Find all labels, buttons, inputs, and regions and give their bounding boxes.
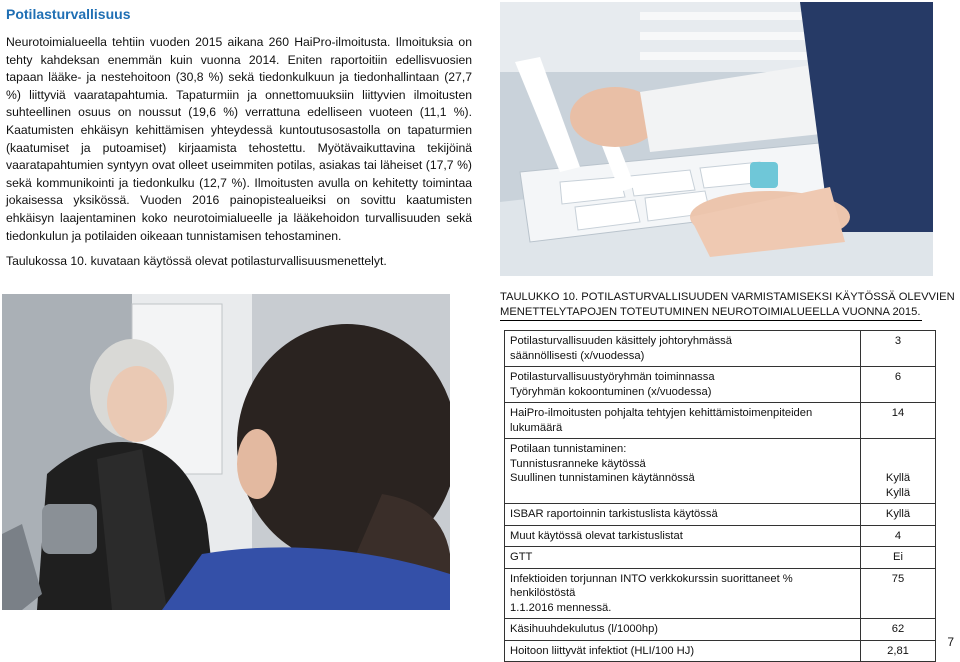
table-cell-value: Kyllä (861, 504, 936, 526)
table-cell-label: Muut käytössä olevat tarkistuslistat (505, 525, 861, 547)
table-cell-value: 2,81 (861, 640, 936, 662)
table-cell-label: Hoitoon liittyvät infektiot (HLI/100 HJ) (505, 640, 861, 662)
table-caption (500, 290, 958, 321)
table-cell-value: 3 (861, 331, 936, 367)
table-cell-label: GTT (505, 547, 861, 569)
table-row (505, 568, 936, 619)
table-cell-label: Potilasturvallisuustyöryhmän toiminnassa Työryhmän kokoontuminen (x/vuodessa) (505, 367, 861, 403)
table-cell-label: ISBAR raportoinnin tarkistuslista käytössä (505, 504, 861, 526)
body-text (6, 34, 472, 271)
table-row (505, 331, 936, 367)
table-cell-value: Ei (861, 547, 936, 569)
table-row (505, 439, 936, 504)
photo-medication-sorting (500, 2, 933, 276)
table-caption-line-1: TAULUKKO 10. POTILASTURVALLISUUDEN VARMISTAMISEKSI KÄYTÖSSÄ OLEVVIEN (500, 291, 955, 303)
table-cell-label: Potilaan tunnistaminen: Tunnistusranneke käytössä Suullinen tunnistaminen käytännössä (505, 439, 861, 504)
table-cell-label: HaiPro-ilmoitusten pohjalta tehtyjen kehittämistoimenpiteiden lukumäärä (505, 403, 861, 439)
page-number: 7 (947, 635, 954, 649)
table-row (505, 504, 936, 526)
paragraph-table-reference: Taulukossa 10. kuvataan käytössä olevat potilasturvallisuusmenettelyt. (6, 254, 387, 269)
table-cell-value: 6 (861, 367, 936, 403)
table-cell-value: 62 (861, 619, 936, 641)
photo-patient-and-nurse (2, 294, 450, 610)
table-cell-value: 75 (861, 568, 936, 619)
photo-patient-and-nurse-illustration (2, 294, 450, 610)
table-row (505, 403, 936, 439)
photo-medication-sorting-illustration (500, 2, 933, 276)
section-title: Potilasturvallisuus (6, 6, 131, 22)
table-row (505, 367, 936, 403)
table-cell-value: 14 (861, 403, 936, 439)
paragraph-main: Neurotoimialueella tehtiin vuoden 2015 aikana 260 HaiPro-ilmoitusta. Ilmoituksia on tehty kahdeksan enemmän kuin vuonna 2014. Eniten raportoitiin edellisvuosien tapaan lääke- ja nestehoitoon (30,8 %) sekä tiedonkulkuun ja tiedonhallintaan (27,7 %) liittyviä vaaratapahtumia. Tapaturmiin ja onnettomuuksiin liittyvien ilmoitusten suhteellinen osuus on noussut (19,6 %) verrattuna edelliseen vuoteen (11,1 %). Kaatumisten ehkäisyn kehittämisen yhteydessä kuntoutusosastolla on tapaturmien (kaatumiset ja putoamiset) kirjaamista tehostettu. Myötävaikuttavina tekijöinä vaaratapahtumien syntyyn ovat olleet useimmiten potilas, asiakas tai läheiset (17,7 %) sekä kommunikointi ja tiedonkulku (12,7 %). Ilmoitusten avulla on kehitetty toimintaa jokaisessa yksikössä. Vuoden 2016 painopistealueiksi on sovittu kaatumisten ehkäisyn laajentaminen koko neurotoimialueelle ja lääkehoidon turvallisuuden sekä tiedonkulun ja potilaiden oikeaan tunnistamisen tehostaminen. (6, 35, 472, 243)
table-row (505, 547, 936, 569)
table-row (505, 525, 936, 547)
table-caption-rule (500, 320, 922, 321)
table-cell-value: 4 (861, 525, 936, 547)
table-cell-label: Infektioiden torjunnan INTO verkkokurssin suorittaneet % henkilöstöstä 1.1.2016 mennessä. (505, 568, 861, 619)
table-row (505, 619, 936, 641)
table-cell-label: Potilasturvallisuuden käsittely johtoryhmässä säännöllisesti (x/vuodessa) (505, 331, 861, 367)
patient-safety-measures-table (504, 330, 936, 662)
table-cell-value: Kyllä Kyllä (861, 439, 936, 504)
table-cell-label: Käsihuuhdekulutus (l/1000hp) (505, 619, 861, 641)
patient-safety-measures-table-body (505, 331, 936, 662)
table-caption-line-2: MENETTELYTAPOJEN TOTEUTUMINEN NEUROTOIMIALUEELLA VUONNA 2015. (500, 305, 921, 318)
